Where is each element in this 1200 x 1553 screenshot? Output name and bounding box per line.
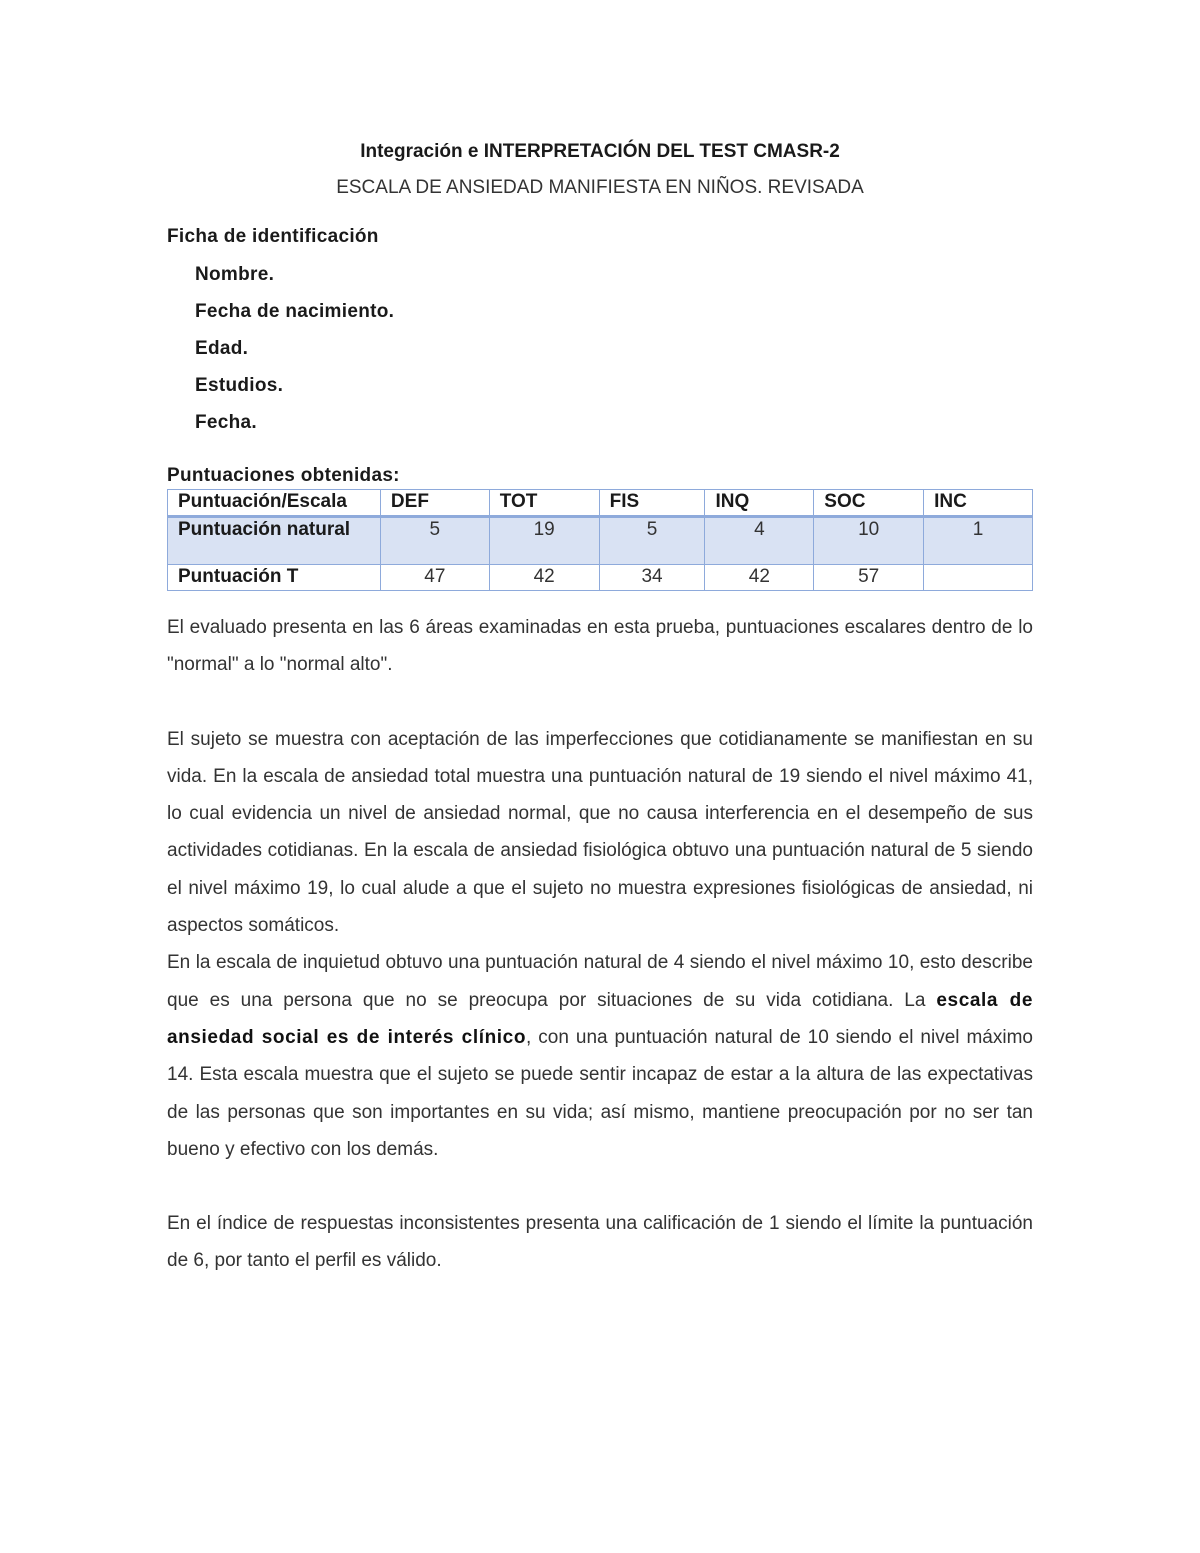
table-row	[168, 565, 1033, 591]
table-cell: 10	[814, 517, 924, 565]
paragraph-text: En la escala de inquietud obtuvo una puntuación natural de 4 siendo el nivel máximo 10, esto describe que es una persona que no se preocupa por situaciones de su vida cotidiana. La	[167, 952, 1033, 1011]
table-cell: 19	[489, 517, 599, 565]
identification-fields	[167, 256, 1033, 441]
row-label: Puntuación T	[168, 565, 381, 591]
column-header: DEF	[380, 490, 489, 517]
field-estudios: Estudios.	[195, 375, 284, 396]
paragraph-text: , con una puntuación natural de 10 siendo el nivel máximo 14. Esta escala muestra que el sujeto se puede sentir incapaz de estar a la altura de las expectativas de las personas que son importantes en su vida; así mismo, mantiene preocupación por no ser tan bueno y efectivo con los demás.	[167, 1026, 1033, 1160]
column-header: SOC	[814, 490, 924, 517]
table-cell	[924, 565, 1033, 591]
row-label: Puntuación natural	[168, 517, 381, 565]
scores-table	[167, 489, 1033, 591]
table-cell: 57	[814, 565, 924, 591]
column-header: INC	[924, 490, 1033, 517]
document-title: Integración e INTERPRETACIÓN DEL TEST CMASR-2	[360, 141, 840, 162]
table-cell: 5	[380, 517, 489, 565]
paragraph-inconsistency-index: En el índice de respuestas inconsistentes presenta una calificación de 1 siendo el límite la puntuación de 6, por tanto el perfil es válido.	[167, 1213, 1033, 1272]
clinical-interest-highlight: escala de ansiedad social es de interés clínico	[167, 989, 1033, 1048]
table-cell: 1	[924, 517, 1033, 565]
column-header: INQ	[705, 490, 814, 517]
column-header: TOT	[489, 490, 599, 517]
table-cell: 42	[489, 565, 599, 591]
table-cell: 42	[705, 565, 814, 591]
document-page	[167, 138, 1033, 1280]
table-cell: 34	[599, 565, 705, 591]
paragraph-summary: El evaluado presenta en las 6 áreas examinadas en esta prueba, puntuaciones escalares dentro de lo "normal" a lo "normal alto".	[167, 617, 1033, 676]
document-subtitle: ESCALA DE ANSIEDAD MANIFIESTA EN NIÑOS. REVISADA	[336, 177, 864, 198]
table-row	[168, 517, 1033, 565]
field-edad: Edad.	[195, 338, 249, 359]
table-header-row	[168, 490, 1033, 517]
identification-heading: Ficha de identificación	[167, 226, 379, 247]
column-header: Puntuación/Escala	[168, 490, 381, 517]
field-nombre: Nombre.	[195, 264, 275, 285]
table-cell: 4	[705, 517, 814, 565]
field-fecha: Fecha.	[195, 412, 257, 433]
scores-heading: Puntuaciones obtenidas:	[167, 465, 400, 486]
column-header: FIS	[599, 490, 705, 517]
table-cell: 47	[380, 565, 489, 591]
table-cell: 5	[599, 517, 705, 565]
paragraph-restlessness-social	[167, 944, 1033, 1168]
field-fecha-nacimiento: Fecha de nacimiento.	[195, 301, 395, 322]
paragraph-total-physiological: El sujeto se muestra con aceptación de las imperfecciones que cotidianamente se manifiestan en su vida. En la escala de ansiedad total muestra una puntuación natural de 19 siendo el nivel máximo 41, lo cual evidencia un nivel de ansiedad normal, que no causa interferencia en el desempeño de sus actividades cotidianas. En la escala de ansiedad fisiológica obtuvo una puntuación natural de 5 siendo el nivel máximo 19, lo cual alude a que el sujeto no muestra expresiones fisiológicas de ansiedad, ni aspectos somáticos.	[167, 728, 1033, 937]
